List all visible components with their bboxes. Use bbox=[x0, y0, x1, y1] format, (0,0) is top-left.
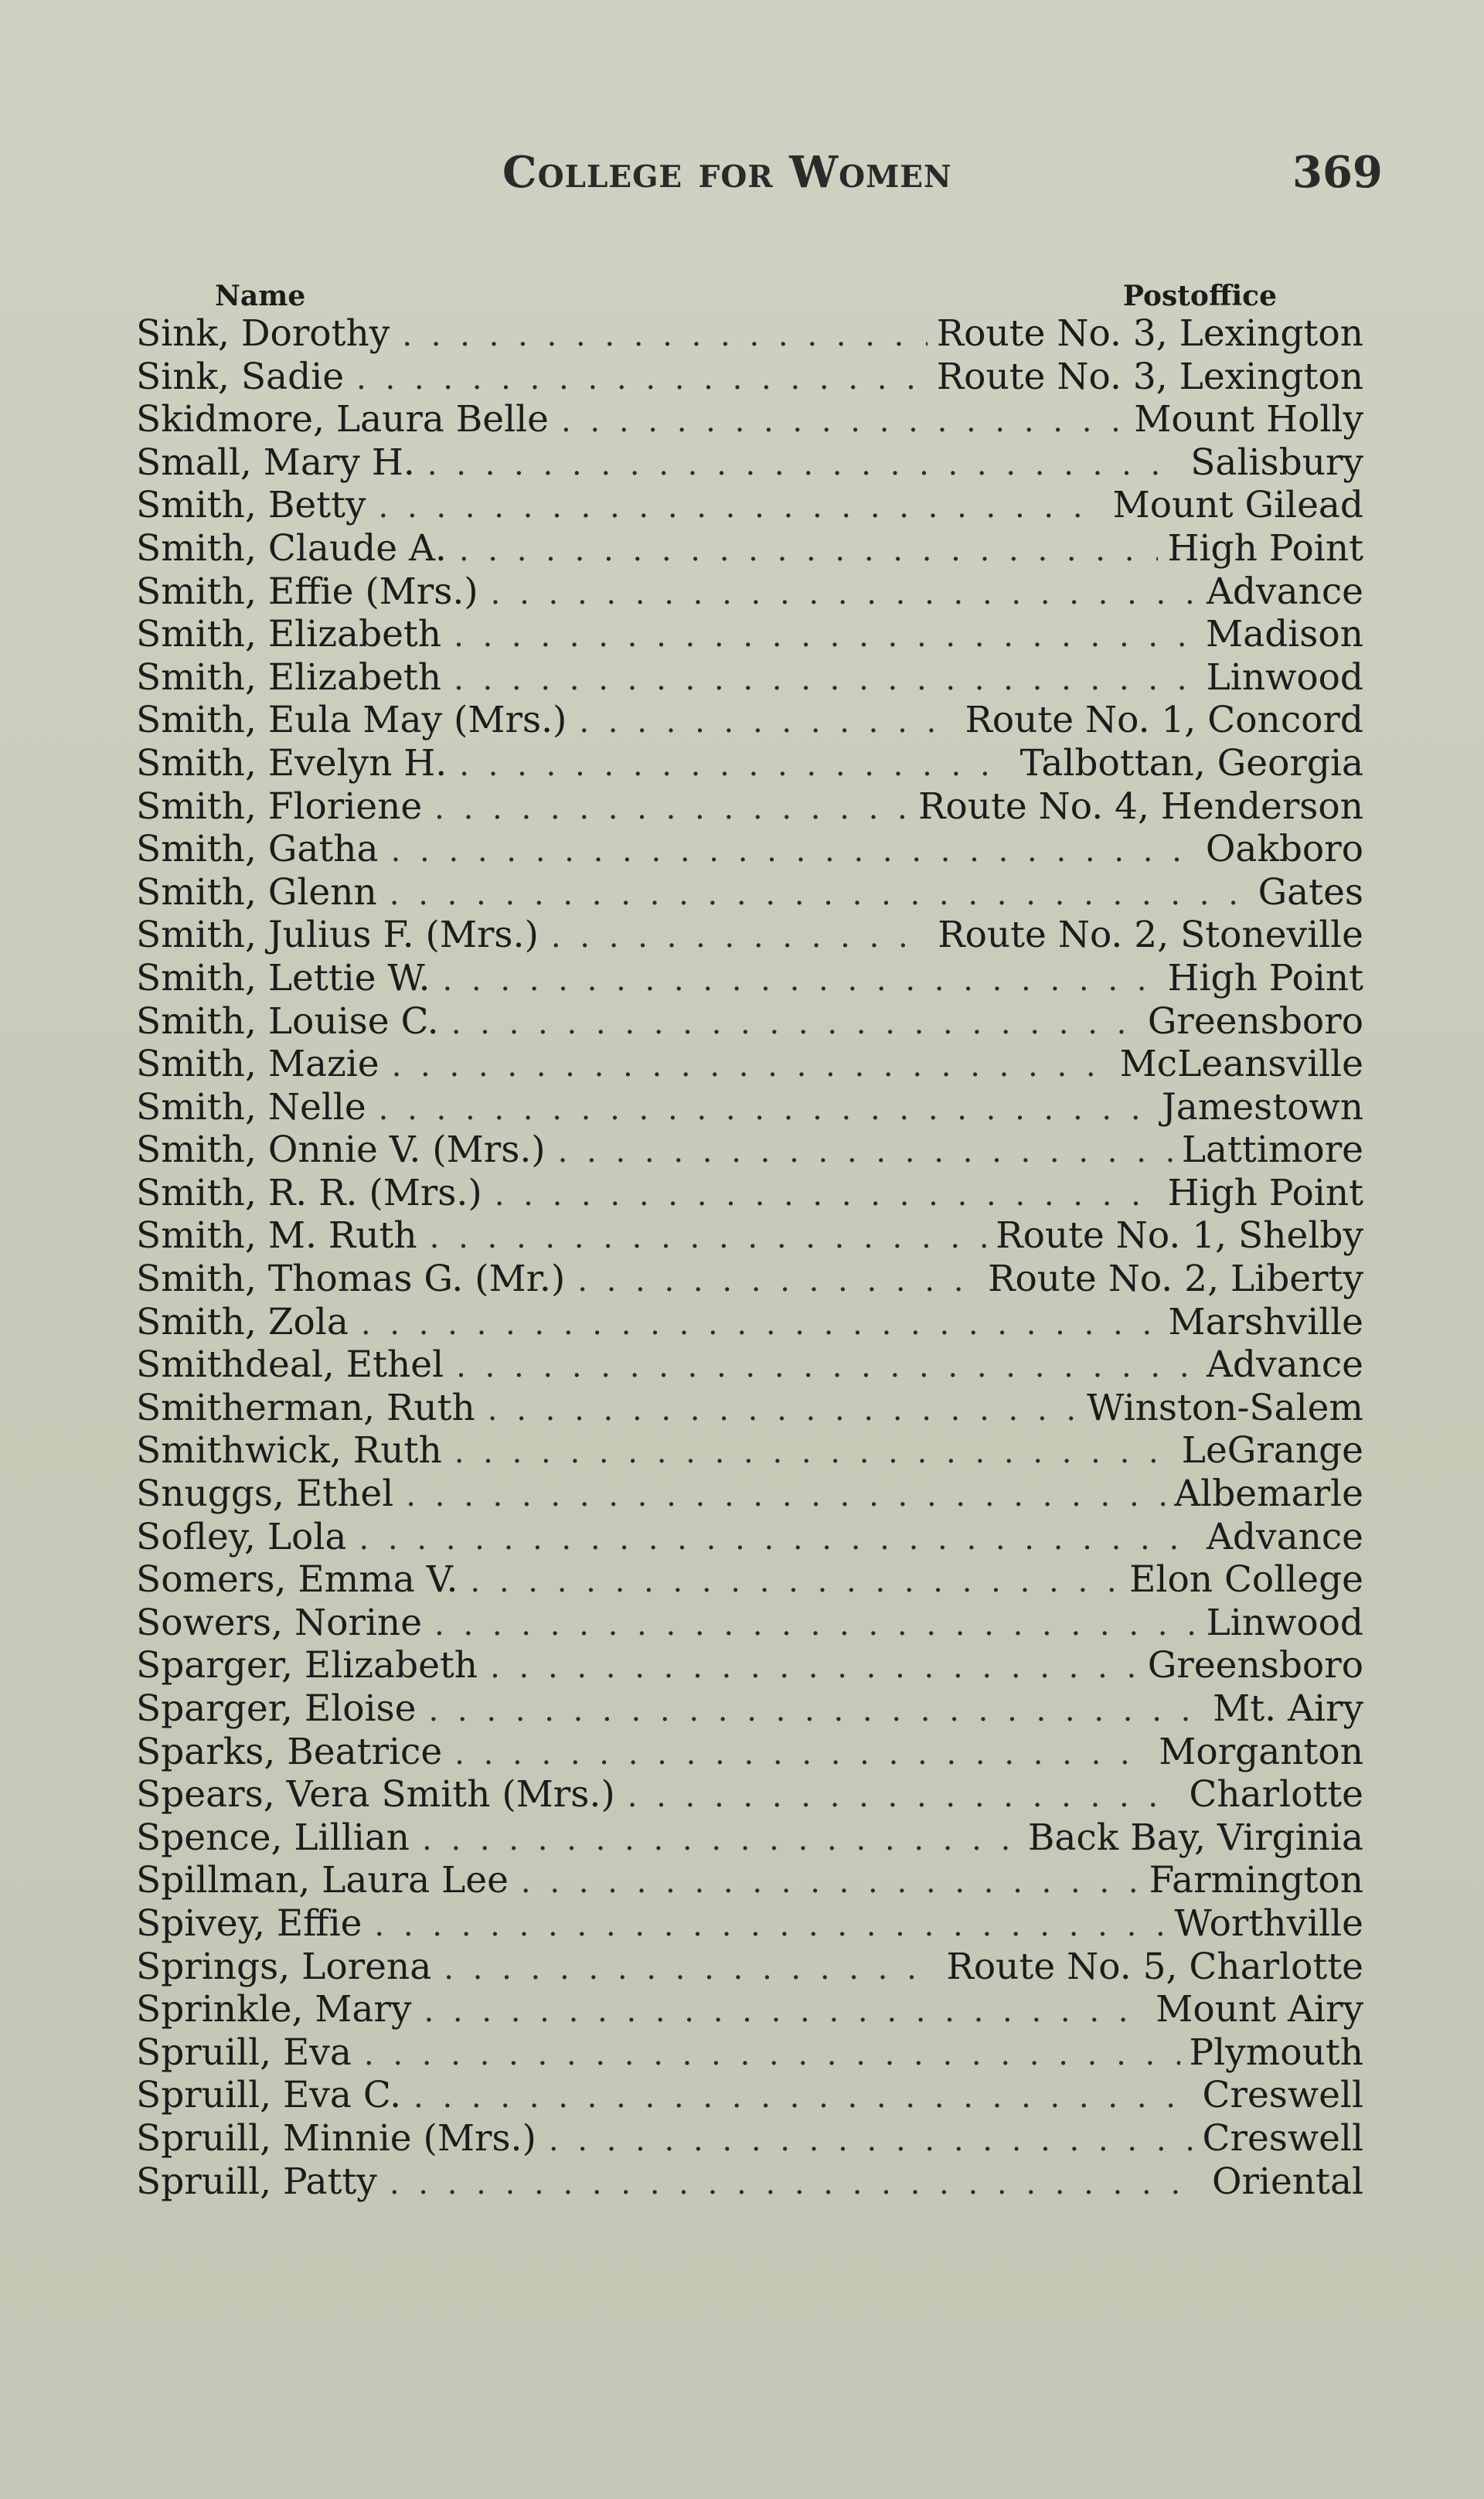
entry-name: Smith, Louise C. bbox=[136, 999, 439, 1043]
entry-postoffice: Route No. 1, Shelby bbox=[996, 1214, 1363, 1258]
entry-postoffice: Marshville bbox=[1168, 1300, 1363, 1343]
dot-leader bbox=[406, 1475, 1165, 1518]
entry-name: Smitherman, Ruth bbox=[136, 1386, 475, 1429]
entry-name: Smith, Elizabeth bbox=[136, 613, 442, 656]
dot-leader bbox=[392, 1045, 1111, 1088]
dot-leader bbox=[628, 1776, 1180, 1819]
directory-entry bbox=[136, 656, 1363, 700]
directory-entry bbox=[136, 957, 1363, 1000]
entry-name: Smith, Onnie V. (Mrs.) bbox=[136, 1129, 546, 1172]
directory-entry bbox=[136, 1773, 1363, 1816]
dot-leader bbox=[391, 830, 1196, 873]
directory-entry bbox=[136, 527, 1363, 570]
dot-leader bbox=[359, 1518, 1197, 1561]
dot-leader bbox=[459, 744, 1010, 788]
entry-name: Snuggs, Ethel bbox=[136, 1473, 394, 1516]
entry-name: Smith, M. Ruth bbox=[136, 1214, 417, 1258]
entry-name: Spruill, Patty bbox=[136, 2160, 377, 2203]
directory-entry bbox=[136, 2031, 1363, 2075]
entry-postoffice: Route No. 1, Concord bbox=[965, 699, 1363, 742]
entry-name: Smith, Gatha bbox=[136, 828, 379, 871]
directory-entry bbox=[136, 914, 1363, 957]
directory-entry bbox=[136, 312, 1363, 356]
entry-name: Smith, Nelle bbox=[136, 1085, 366, 1129]
entry-name: Spivey, Effie bbox=[136, 1901, 362, 1945]
entry-postoffice: Jamestown bbox=[1161, 1085, 1363, 1129]
entry-postoffice: McLeansville bbox=[1119, 1043, 1363, 1086]
entry-name: Sowers, Norine bbox=[136, 1601, 423, 1644]
dot-leader bbox=[442, 959, 1158, 1003]
dot-leader bbox=[561, 400, 1125, 444]
directory-entry bbox=[136, 1902, 1363, 1946]
dot-leader bbox=[521, 1861, 1140, 1905]
directory-entry bbox=[136, 1516, 1363, 1559]
entry-postoffice: Albemarle bbox=[1174, 1473, 1363, 1516]
directory-entry bbox=[136, 484, 1363, 527]
entry-postoffice: Oakboro bbox=[1205, 828, 1363, 871]
directory-entry bbox=[136, 441, 1363, 485]
entry-name: Sparks, Beatrice bbox=[136, 1730, 443, 1773]
entry-postoffice: Worthville bbox=[1174, 1901, 1363, 1945]
directory-entry bbox=[136, 613, 1363, 656]
directory-entry bbox=[136, 1343, 1363, 1387]
entry-postoffice: Mount Airy bbox=[1156, 1988, 1363, 2031]
dot-leader bbox=[495, 1174, 1159, 1217]
entry-name: Smithdeal, Ethel bbox=[136, 1343, 444, 1387]
column-header-name: Name bbox=[215, 280, 306, 312]
entry-postoffice: Oriental bbox=[1211, 2160, 1363, 2203]
entry-postoffice: Advance bbox=[1206, 1515, 1363, 1558]
entry-name: Smith, Julius F. (Mrs.) bbox=[136, 914, 539, 957]
entry-name: Spence, Lillian bbox=[136, 1816, 410, 1859]
dot-leader bbox=[361, 1303, 1159, 1347]
directory-entry bbox=[136, 1946, 1363, 1989]
entry-name: Smith, Lettie W. bbox=[136, 956, 431, 999]
directory-entry bbox=[136, 1387, 1363, 1430]
entry-name: Smith, Eula May (Mrs.) bbox=[136, 699, 567, 742]
entry-postoffice: Route No. 3, Lexington bbox=[936, 355, 1363, 398]
entry-postoffice: Creswell bbox=[1202, 2074, 1363, 2117]
directory-list bbox=[136, 312, 1363, 2203]
directory-entry bbox=[136, 1172, 1363, 1215]
dot-leader bbox=[390, 873, 1249, 917]
directory-entry bbox=[136, 1129, 1363, 1172]
directory-entry bbox=[136, 871, 1363, 914]
dot-leader bbox=[454, 1432, 1173, 1475]
directory-entry bbox=[136, 742, 1363, 785]
dot-leader bbox=[374, 1905, 1165, 1948]
entry-name: Sparger, Eloise bbox=[136, 1687, 417, 1730]
entry-postoffice: Elon College bbox=[1129, 1558, 1363, 1602]
entry-postoffice: LeGrange bbox=[1181, 1429, 1363, 1473]
dot-leader bbox=[454, 615, 1196, 659]
entry-name: Smith, Evelyn H. bbox=[136, 741, 448, 785]
directory-entry bbox=[136, 1301, 1363, 1344]
dot-leader bbox=[451, 1003, 1139, 1046]
directory-entry bbox=[136, 699, 1363, 742]
entry-postoffice: Route No. 4, Henderson bbox=[918, 785, 1363, 828]
dot-leader bbox=[430, 1217, 987, 1260]
dot-leader bbox=[434, 788, 909, 831]
directory-entry bbox=[136, 1644, 1363, 1687]
entry-postoffice: Mount Gilead bbox=[1112, 484, 1363, 527]
column-header-postoffice: Postoffice bbox=[1122, 280, 1277, 312]
dot-leader bbox=[551, 916, 928, 959]
dot-leader bbox=[470, 1561, 1120, 1604]
entry-name: Smith, Elizabeth bbox=[136, 655, 442, 699]
directory-entry bbox=[136, 785, 1363, 829]
running-title: College for Women bbox=[502, 147, 952, 198]
entry-postoffice: Linwood bbox=[1206, 1601, 1363, 1644]
entry-name: Smith, Mazie bbox=[136, 1043, 380, 1086]
entry-name: Spruill, Eva C. bbox=[136, 2074, 402, 2117]
directory-entry bbox=[136, 1258, 1363, 1301]
entry-name: Smith, Floriene bbox=[136, 785, 423, 828]
dot-leader bbox=[434, 1604, 1197, 1647]
entry-name: Spruill, Eva bbox=[136, 2031, 352, 2074]
directory-entry bbox=[136, 1687, 1363, 1731]
entry-name: Smithwick, Ruth bbox=[136, 1429, 442, 1473]
entry-postoffice: Lattimore bbox=[1181, 1129, 1363, 1172]
dot-leader bbox=[549, 2119, 1193, 2163]
entry-name: Smith, Glenn bbox=[136, 870, 377, 914]
directory-entry bbox=[136, 1086, 1363, 1129]
dot-leader bbox=[558, 1131, 1173, 1174]
dot-leader bbox=[577, 1260, 979, 1303]
entry-name: Smith, Claude A. bbox=[136, 526, 447, 570]
dot-leader bbox=[454, 1733, 1149, 1776]
entry-postoffice: Winston-Salem bbox=[1087, 1386, 1363, 1429]
entry-name: Small, Mary H. bbox=[136, 441, 415, 484]
entry-postoffice: Route No. 2, Liberty bbox=[988, 1258, 1363, 1301]
dot-leader bbox=[379, 1088, 1152, 1132]
entry-postoffice: Back Bay, Virginia bbox=[1027, 1816, 1363, 1859]
dot-leader bbox=[390, 2163, 1203, 2206]
entry-name: Skidmore, Laura Belle bbox=[136, 398, 549, 441]
directory-entry bbox=[136, 1000, 1363, 1044]
dot-leader bbox=[422, 1819, 1019, 1862]
dot-leader bbox=[491, 573, 1197, 616]
directory-entry bbox=[136, 828, 1363, 871]
entry-postoffice: Linwood bbox=[1206, 655, 1363, 699]
entry-name: Somers, Emma V. bbox=[136, 1558, 458, 1602]
entry-name: Sink, Dorothy bbox=[136, 312, 390, 355]
directory-entry bbox=[136, 356, 1363, 399]
entry-name: Smith, Betty bbox=[136, 484, 366, 527]
dot-leader bbox=[356, 358, 928, 401]
directory-entry bbox=[136, 570, 1363, 614]
directory-entry bbox=[136, 2074, 1363, 2117]
directory-entry bbox=[136, 1602, 1363, 1645]
directory-entry bbox=[136, 2160, 1363, 2204]
entry-postoffice: Greensboro bbox=[1147, 999, 1363, 1043]
page-number: 369 bbox=[1292, 147, 1383, 198]
entry-name: Sink, Sadie bbox=[136, 355, 345, 398]
entry-name: Smith, Thomas G. (Mr.) bbox=[136, 1258, 566, 1301]
entry-postoffice: High Point bbox=[1167, 956, 1363, 999]
directory-entry bbox=[136, 1731, 1363, 1774]
entry-name: Spears, Vera Smith (Mrs.) bbox=[136, 1773, 615, 1816]
dot-leader bbox=[454, 659, 1197, 702]
entry-postoffice: High Point bbox=[1167, 1171, 1363, 1214]
entry-postoffice: Morganton bbox=[1159, 1730, 1363, 1773]
dot-leader bbox=[364, 2034, 1180, 2077]
dot-leader bbox=[428, 1690, 1203, 1733]
entry-postoffice: Charlotte bbox=[1189, 1773, 1363, 1816]
entry-postoffice: Mt. Airy bbox=[1213, 1687, 1363, 1730]
directory-entry bbox=[136, 1043, 1363, 1086]
directory-entry bbox=[136, 1429, 1363, 1473]
entry-postoffice: Route No. 2, Stoneville bbox=[938, 914, 1363, 957]
entry-name: Spillman, Laura Lee bbox=[136, 1859, 509, 1902]
column-headers bbox=[136, 280, 1363, 314]
dot-leader bbox=[459, 529, 1159, 573]
directory-entry bbox=[136, 1988, 1363, 2031]
dot-leader bbox=[424, 1990, 1146, 2034]
entry-postoffice: Greensboro bbox=[1147, 1644, 1363, 1687]
entry-name: Smith, Zola bbox=[136, 1300, 349, 1343]
entry-postoffice: Madison bbox=[1206, 613, 1363, 656]
dot-leader bbox=[488, 1389, 1077, 1432]
entry-name: Spruill, Minnie (Mrs.) bbox=[136, 2116, 536, 2160]
dot-leader bbox=[379, 486, 1104, 529]
entry-postoffice: Route No. 5, Charlotte bbox=[946, 1945, 1363, 1988]
dot-leader bbox=[427, 444, 1181, 487]
directory-entry bbox=[136, 1473, 1363, 1516]
entry-postoffice: Mount Holly bbox=[1134, 398, 1363, 441]
entry-postoffice: Route No. 3, Lexington bbox=[936, 312, 1363, 355]
entry-name: Sprinkle, Mary bbox=[136, 1988, 412, 2031]
directory-entry bbox=[136, 1558, 1363, 1602]
entry-postoffice: Salisbury bbox=[1190, 441, 1363, 484]
entry-postoffice: High Point bbox=[1167, 526, 1363, 570]
directory-entry bbox=[136, 1816, 1363, 1860]
dot-leader bbox=[402, 315, 927, 358]
dot-leader bbox=[456, 1346, 1197, 1389]
directory-entry bbox=[136, 398, 1363, 441]
entry-postoffice: Plymouth bbox=[1189, 2031, 1363, 2074]
directory-entry bbox=[136, 1214, 1363, 1258]
entry-postoffice: Advance bbox=[1206, 570, 1363, 613]
dot-leader bbox=[414, 2076, 1193, 2119]
dot-leader bbox=[579, 701, 955, 744]
entry-postoffice: Farmington bbox=[1149, 1859, 1363, 1902]
directory-entry bbox=[136, 2117, 1363, 2160]
entry-postoffice: Creswell bbox=[1202, 2116, 1363, 2160]
directory-entry bbox=[136, 1859, 1363, 1902]
entry-name: Springs, Lorena bbox=[136, 1945, 432, 1988]
entry-name: Sofley, Lola bbox=[136, 1515, 347, 1558]
entry-name: Smith, R. R. (Mrs.) bbox=[136, 1171, 482, 1214]
entry-name: Smith, Effie (Mrs.) bbox=[136, 570, 478, 613]
entry-name: Sparger, Elizabeth bbox=[136, 1644, 478, 1687]
running-head bbox=[0, 147, 1484, 209]
entry-postoffice: Gates bbox=[1258, 870, 1363, 914]
dot-leader bbox=[444, 1948, 937, 1991]
entry-postoffice: Talbottan, Georgia bbox=[1019, 741, 1363, 785]
entry-postoffice: Advance bbox=[1206, 1343, 1363, 1387]
dot-leader bbox=[490, 1646, 1139, 1690]
